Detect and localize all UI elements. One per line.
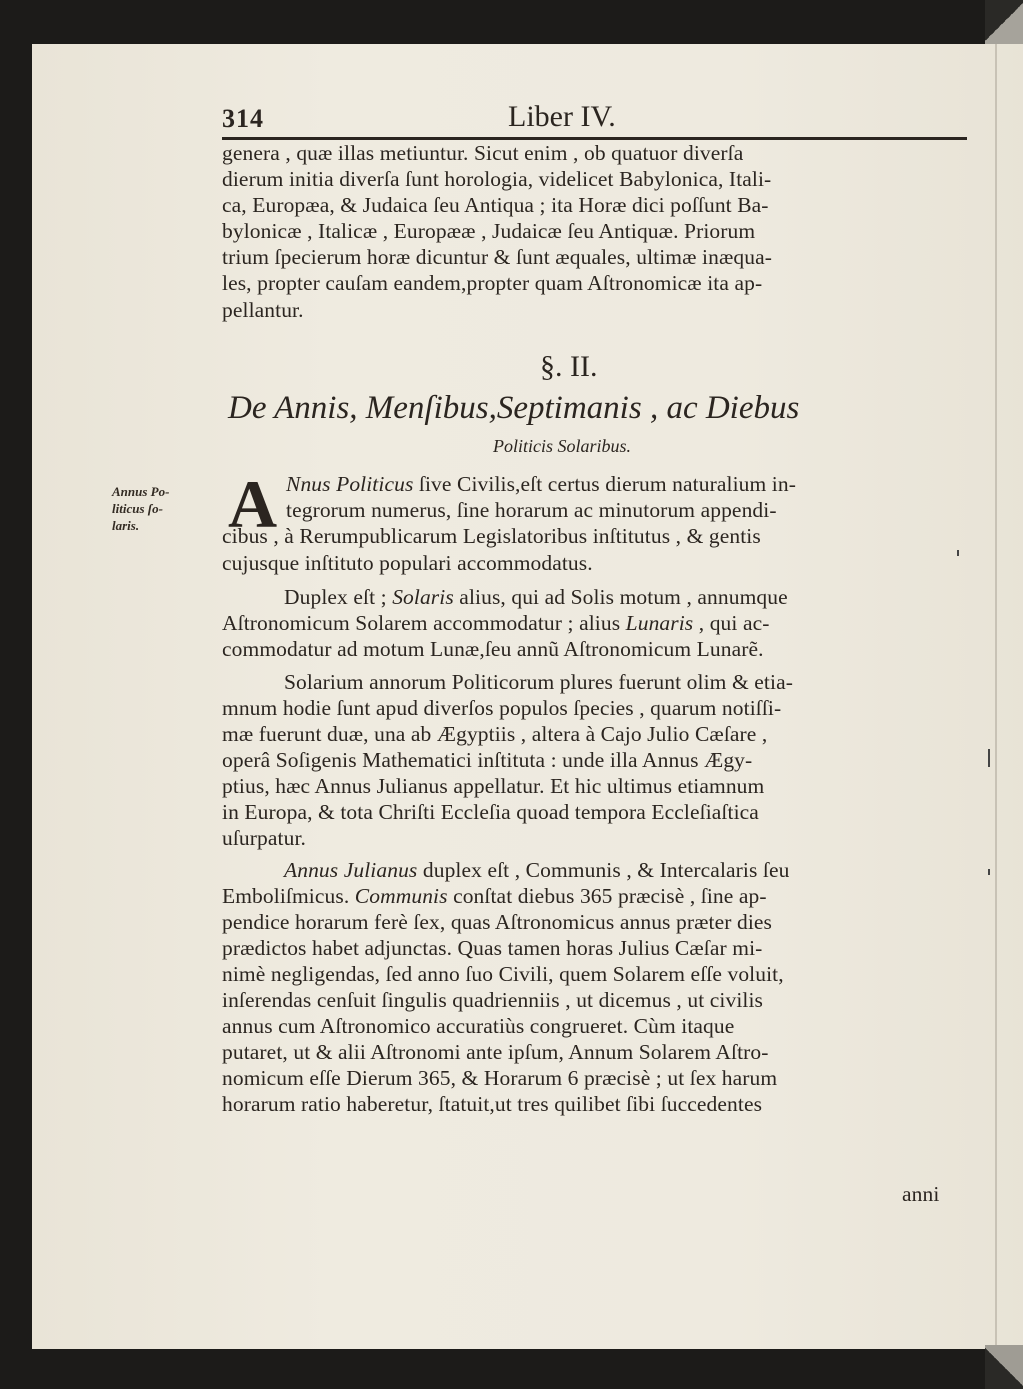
text-line [222,611,770,636]
text-line: cibus , à Rerumpublicarum Legislatoribus inſtitutus , & gentis [222,524,761,548]
text-line: pellantur. [222,298,304,322]
text-line: mnum hodie ſunt apud diverſos populos ſpecies , quarum notiſſi- [222,696,782,720]
text-line: pendice horarum ferè ſex, quas Aſtronomicus annus præter dies [222,910,773,934]
text-line: ca, Europæa, & Judaica ſeu Antiqua ; ita Horæ dici poſſunt Ba- [222,193,769,217]
text-line: Solarium annorum Politicorum plures fuerunt olim & etia- [284,670,793,694]
text-span: ſive Civilis,eſt certus dierum naturalium in- [413,472,796,496]
gutter-mark [988,869,990,875]
text-line: horarum ratio haberetur, ſtatuit,ut tres quilibet ſibi ſuccedentes [222,1092,763,1116]
text-line: bylonicæ , Italicæ , Europææ , Judaicæ ſeu Antiquæ. Priorum [222,219,756,243]
text-line: commodatur ad motum Lunæ,ſeu annũ Aſtronomicum Lunarẽ. [222,637,764,661]
text-line: in Europa, & tota Chriſti Eccleſia quoad tempora Eccleſiaſtica [222,800,759,824]
section-number: §. II. [540,350,598,383]
text-line: operâ Soſigenis Mathematici inſtituta : unde illa Annus Ægy- [222,748,753,772]
text-line: cujusque inſtituto populari accommodatus. [222,551,593,575]
italic-term: Communis [354,884,448,908]
italic-term: Nnus Politicus [286,472,414,496]
text-span: Emboliſmicus. [222,884,355,908]
text-line: nimè negligendas, ſed anno ſuo Civili, quem Solarem eſſe voluit, [222,962,784,986]
header-rule [222,137,967,140]
text-span: duplex eſt , Communis , & Intercalaris ſeu [417,858,790,882]
margin-note: liticus ſo- [112,501,163,516]
gutter-mark [957,550,959,556]
text-line: nomicum eſſe Dierum 365, & Horarum 6 præcisè ; ut ſex harum [222,1066,778,1090]
page-number: 314 [222,104,264,133]
text-line: inſerendas cenſuit ſingulis quadrienniis , ut dicemus , ut civilis [222,988,764,1012]
page-corner [985,0,1023,44]
catchword: anni [902,1182,940,1206]
text-line: prædictos habet adjunctas. Quas tamen horas Julius Cæſar mi- [222,936,763,960]
running-title: Liber IV. [508,100,616,133]
text-line [284,585,788,610]
margin-note: Annus Po- [112,484,170,499]
italic-term: Lunaris [625,611,694,635]
drop-cap: A [228,466,278,542]
text-span: Duplex eſt ; [284,585,393,609]
section-title: De Annis, Menſibus,Septimanis , ac Diebus [228,390,800,426]
text-span: Aſtronomicum Solarem accommodatur ; alius [222,611,626,635]
text-line [286,472,796,497]
text-span: , qui ac- [693,611,770,635]
text-line: tegrorum numerus, ſine horarum ac minutorum appendi- [286,498,777,522]
italic-term: Solaris [392,585,454,609]
text-span: conſtat diebus 365 præcisè , ſine ap- [447,884,767,908]
text-line: genera , quæ illas metiuntur. Sicut enim , ob quatuor diverſa [222,141,744,165]
text-line: annus cum Aſtronomico accuratiùs congrueret. Cùm itaque [222,1014,735,1038]
margin-note: laris. [112,518,140,533]
page-gutter [995,44,997,1349]
text-line: ptius, hæc Annus Julianus appellatur. Et hic ultimus etiamnum [222,774,765,798]
text-line: dierum initia diverſa ſunt horologia, videlicet Babylonica, Itali- [222,167,772,191]
text-line: uſurpatur. [222,826,306,850]
italic-term: Annus Julianus [284,858,418,882]
section-subtitle: Politicis Solaribus. [493,436,632,456]
text-line: les, propter cauſam eandem,propter quam Aſtronomicæ ita ap- [222,271,763,295]
text-line: putaret, ut & alii Aſtronomi ante ipſum, Annum Solarem Aſtro- [222,1040,769,1064]
text-line: trium ſpecierum horæ dicuntur & ſunt æquales, ultimæ inæqua- [222,245,772,269]
text-line: mæ fuerunt duæ, una ab Ægyptiis , altera à Cajo Julio Cæſare , [222,722,768,746]
text-span: alius, qui ad Solis motum , annumque [453,585,788,609]
text-line [222,884,767,909]
page-corner [985,1345,1023,1389]
text-line [284,858,790,883]
gutter-mark [988,749,990,767]
